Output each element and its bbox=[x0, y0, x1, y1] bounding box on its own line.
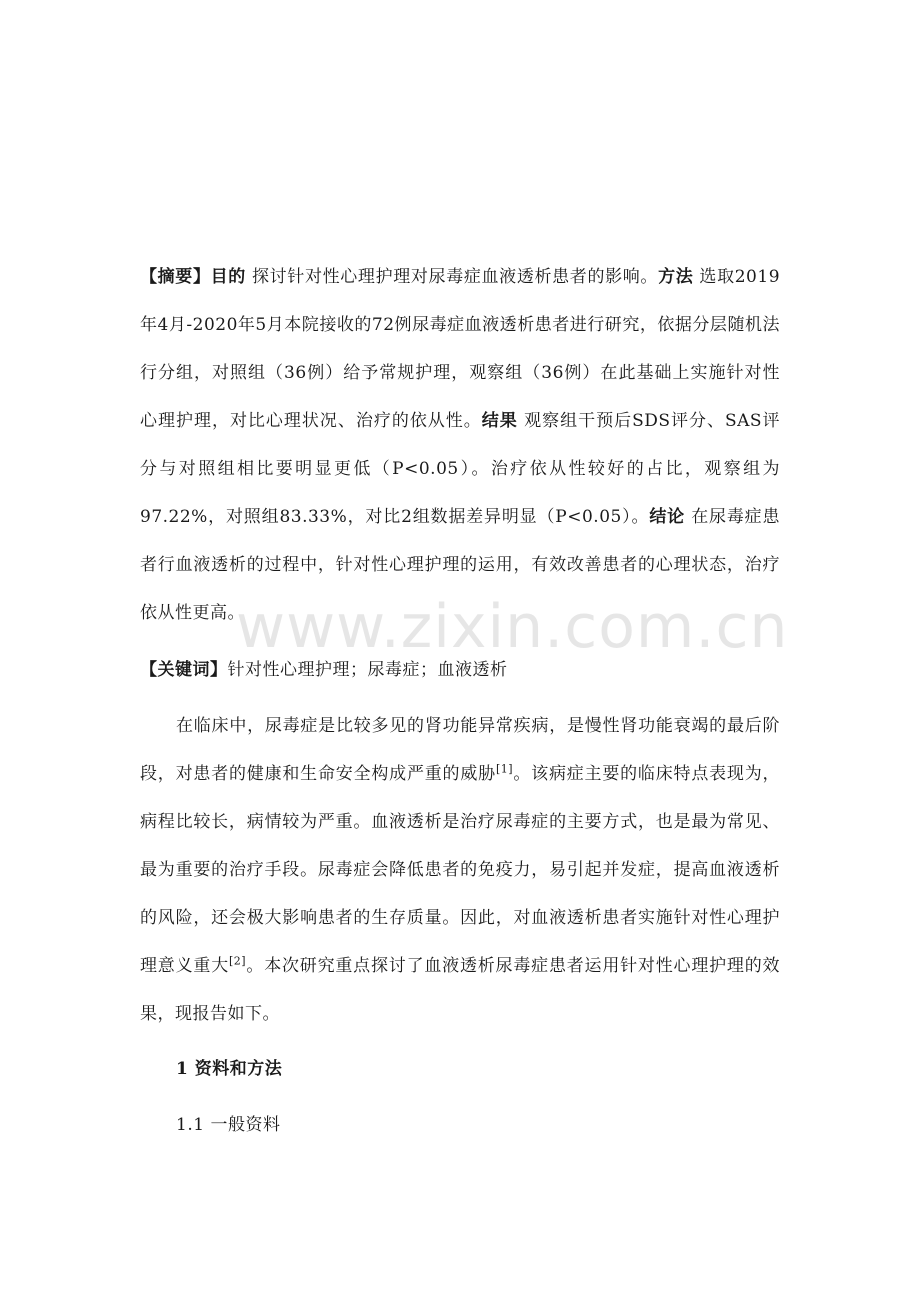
conclusion-text: 在尿毒症患者行血液透析的过程中，针对性心理护理的运用，有效改善患者的心理状态，治疗依从性更高。 bbox=[140, 507, 780, 623]
keywords-paragraph bbox=[140, 646, 780, 694]
intro-paragraph bbox=[140, 702, 780, 1038]
keywords-text: 针对性心理护理；尿毒症；血液透析 bbox=[227, 660, 508, 680]
subsection-heading: 1.1 一般资料 bbox=[176, 1115, 281, 1135]
result-text: 观察组干预后SDS评分、SAS评分与对照组相比要明显更低（P<0.05）。治疗依从性较好的占比，观察组为97.22%，对照组83.33%，对比2组数据差异明显（P<0.05）。 bbox=[140, 411, 780, 527]
method-text: 选取2019年4月-2020年5月本院接收的72例尿毒症血液透析患者进行研究，依据分层随机法行分组，对照组（36例）给予常规护理，观察组（36例）在此基础上实施针对性心理护理，对比心理状况、治疗的依从性。 bbox=[140, 267, 781, 431]
intro-text-part3: 。本次研究重点探讨了血液透析尿毒症患者运用针对性心理护理的效果，现报告如下。 bbox=[140, 956, 781, 1024]
method-label: 方法 bbox=[658, 267, 694, 287]
abstract-label: 【摘要】 bbox=[140, 267, 211, 287]
site-watermark: www.zixin.com.cn bbox=[236, 592, 789, 662]
purpose-text: 探讨针对性心理护理对尿毒症血液透析患者的影响。 bbox=[245, 267, 659, 287]
abstract-paragraph bbox=[140, 253, 780, 637]
intro-text-part1: 在临床中，尿毒症是比较多见的肾功能异常疾病，是慢性肾功能衰竭的最后阶段，对患者的健康和生命安全构成严重的威胁 bbox=[140, 716, 780, 784]
reference-2: [2] bbox=[229, 954, 247, 968]
keywords-label: 【关键词】 bbox=[140, 660, 228, 680]
reference-1: [1] bbox=[495, 762, 514, 776]
conclusion-label: 结论 bbox=[649, 507, 685, 527]
result-label: 结果 bbox=[481, 411, 518, 431]
section-heading: 1 资料和方法 bbox=[176, 1059, 283, 1079]
intro-text-part2: 。该病症主要的临床特点表现为，病程比较长，病情较为严重。血液透析是治疗尿毒症的主要方式，也是最为常见、最为重要的治疗手段。尿毒症会降低患者的免疫力，易引起并发症，提高血液透析的风险，还会极大影响患者的生存质量。因此，对血液透析患者实施针对性心理护理意义重大 bbox=[140, 764, 781, 976]
purpose-label: 目的 bbox=[210, 267, 246, 287]
